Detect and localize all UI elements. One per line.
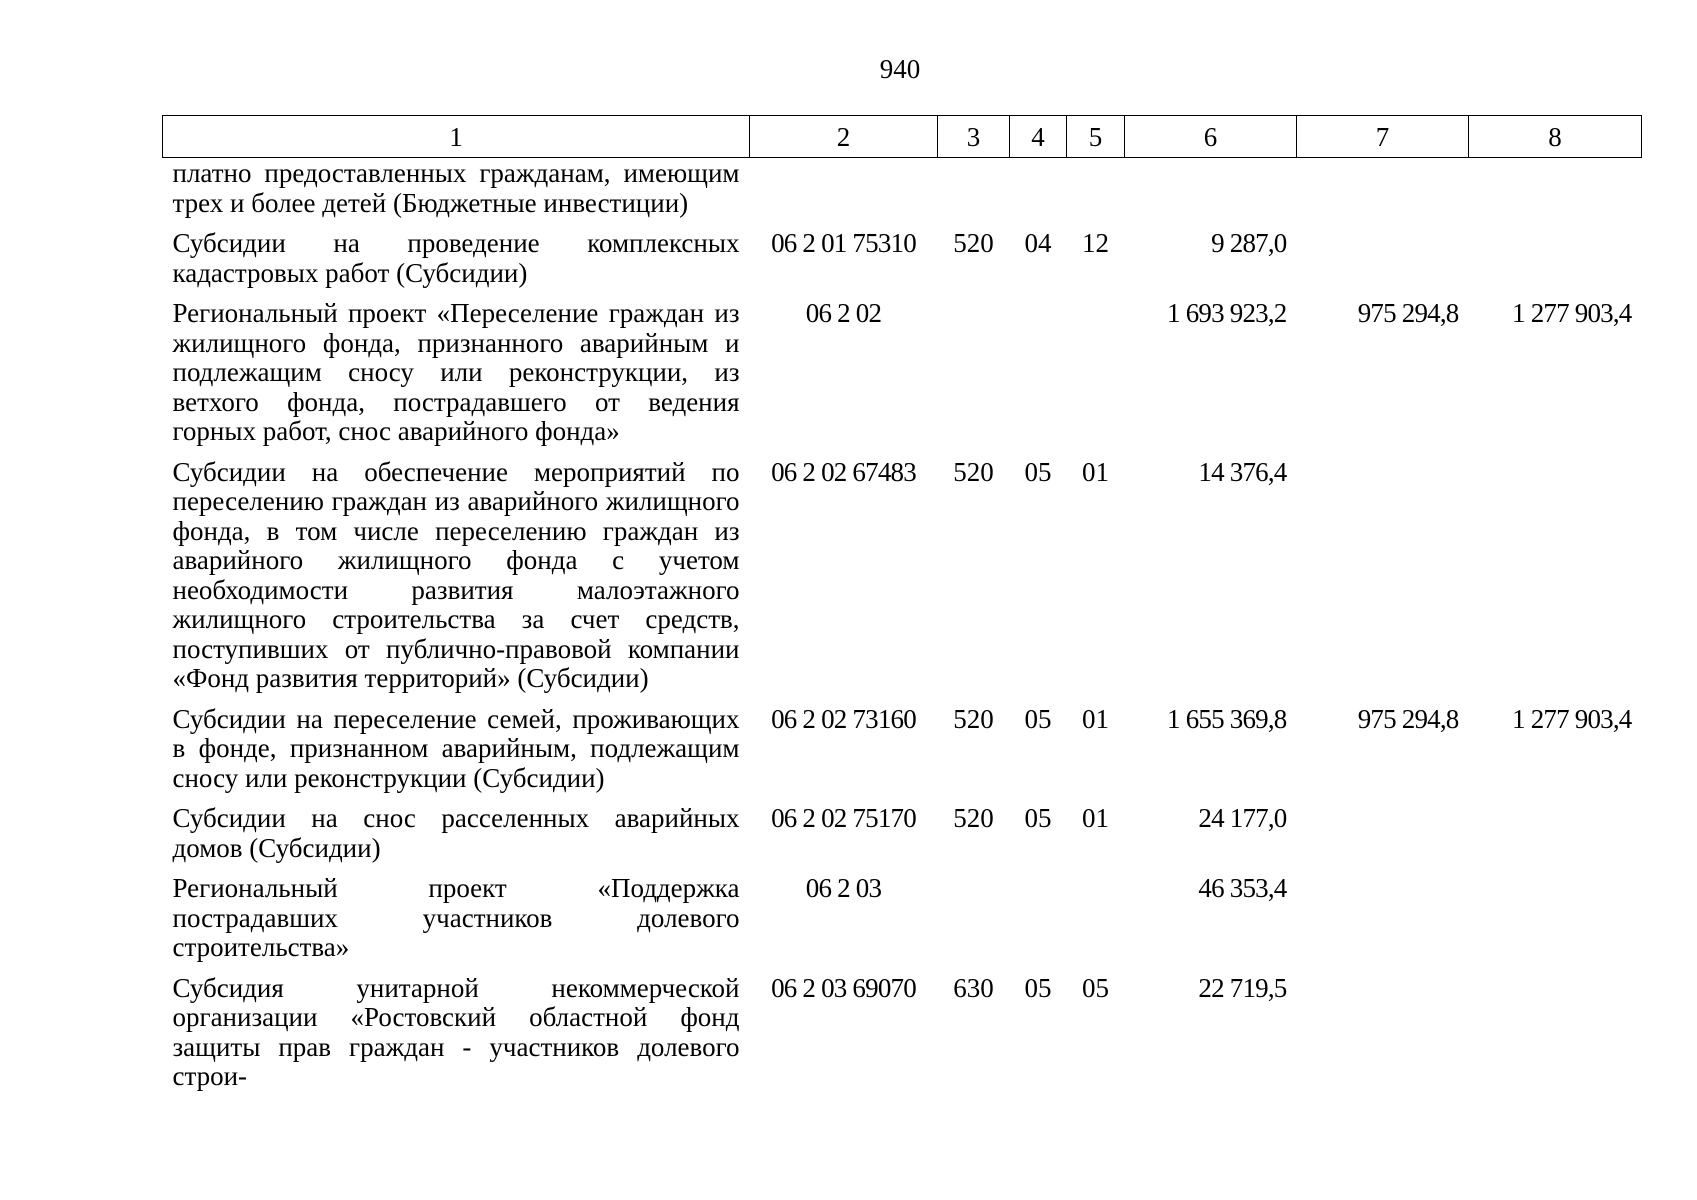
row-amount-col8 bbox=[1469, 804, 1642, 874]
row-description: Региональный проект «Переселение граждан из жилищного фонда, признанного аварийным и подлежащим сносу или реконструкции, из ветхого фонда, пострадавшего от ведения горных работ, снос аварийного фонда» bbox=[172, 298, 740, 446]
row-expense-type: 630 bbox=[953, 972, 994, 1003]
table-row bbox=[163, 158, 1642, 230]
table-row bbox=[163, 874, 1642, 974]
row-amount-col6: 1 693 923,2 bbox=[1167, 298, 1287, 328]
table-row bbox=[163, 299, 1642, 458]
table-row bbox=[163, 974, 1642, 1103]
row-section bbox=[1010, 158, 1067, 230]
row-subsection bbox=[1067, 299, 1125, 458]
row-target-code: 06 2 02 67483 bbox=[771, 456, 916, 487]
header-col-3: 3 bbox=[938, 116, 1010, 158]
row-description: Субсидия унитарной некоммерческой организации «Ростовский областной фонд защиты прав граждан - участников долевого строи- bbox=[172, 972, 740, 1091]
row-subsection bbox=[1067, 874, 1125, 974]
row-description: Региональный проект «Поддержка пострадавших участников долевого строительства» bbox=[172, 873, 740, 962]
row-expense-type bbox=[938, 158, 1010, 230]
table-row bbox=[163, 705, 1642, 805]
row-expense-type bbox=[938, 299, 1010, 458]
row-description: Субсидии на обеспечение мероприятий по переселению граждан из аварийного жилищного фонда, в том числе переселению граждан из аварийного жилищного фонда с учетом необходимости развития малоэтажного жилищного строительства за счет средств, поступивших от публично-правовой компании «Фонд развития территорий» (Субсидии) bbox=[172, 456, 740, 693]
row-expense-type bbox=[938, 874, 1010, 974]
row-description: Субсидии на снос расселенных аварийных домов (Субсидии) bbox=[172, 803, 740, 863]
row-amount-col8: 1 277 903,4 bbox=[1512, 703, 1632, 734]
row-amount-col7 bbox=[1297, 229, 1469, 299]
row-amount-col7 bbox=[1297, 974, 1469, 1103]
row-amount-col7: 975 294,8 bbox=[1357, 703, 1459, 734]
header-col-8: 8 bbox=[1469, 116, 1642, 158]
row-target-code: 06 2 03 69070 bbox=[771, 972, 916, 1003]
header-row bbox=[163, 116, 1642, 158]
row-section: 04 bbox=[1024, 228, 1052, 258]
header-col-5: 5 bbox=[1067, 116, 1125, 158]
row-amount-col6 bbox=[1125, 158, 1297, 230]
row-amount-col6: 22 719,5 bbox=[1198, 972, 1287, 1003]
row-amount-col8 bbox=[1469, 458, 1642, 705]
row-description: Субсидии на проведение комплексных кадастровых работ (Субсидии) bbox=[172, 228, 740, 288]
header-col-2: 2 bbox=[750, 116, 938, 158]
row-section bbox=[1010, 874, 1067, 974]
row-amount-col6: 1 655 369,8 bbox=[1167, 703, 1287, 734]
header-col-7: 7 bbox=[1297, 116, 1469, 158]
row-target-code: 06 2 02 75170 bbox=[771, 803, 916, 833]
header-col-4: 4 bbox=[1010, 116, 1067, 158]
row-amount-col8 bbox=[1469, 158, 1642, 230]
row-subsection: 01 bbox=[1082, 703, 1109, 734]
row-subsection: 12 bbox=[1082, 228, 1109, 258]
row-amount-col7 bbox=[1297, 804, 1469, 874]
table-row bbox=[163, 458, 1642, 705]
row-amount-col6: 46 353,4 bbox=[1198, 873, 1287, 903]
row-amount-col7 bbox=[1297, 458, 1469, 705]
row-amount-col7: 975 294,8 bbox=[1357, 298, 1459, 328]
row-expense-type: 520 bbox=[953, 803, 994, 833]
row-amount-col8 bbox=[1469, 874, 1642, 974]
row-amount-col7 bbox=[1297, 874, 1469, 974]
row-section: 05 bbox=[1024, 703, 1052, 734]
row-expense-type: 520 bbox=[953, 456, 994, 487]
row-amount-col8 bbox=[1469, 974, 1642, 1103]
row-amount-col7 bbox=[1297, 158, 1469, 230]
row-subsection: 05 bbox=[1082, 972, 1109, 1003]
row-target-code: 06 2 02 bbox=[805, 298, 882, 328]
row-subsection bbox=[1067, 158, 1125, 230]
row-amount-col8 bbox=[1469, 229, 1642, 299]
row-target-code: 06 2 03 bbox=[805, 873, 882, 903]
row-subsection: 01 bbox=[1082, 803, 1109, 833]
row-expense-type: 520 bbox=[953, 703, 994, 734]
row-amount-col6: 14 376,4 bbox=[1198, 456, 1287, 487]
table-row bbox=[163, 804, 1642, 874]
page-number: 940 bbox=[879, 54, 921, 84]
row-section: 05 bbox=[1024, 972, 1052, 1003]
row-expense-type: 520 bbox=[953, 228, 994, 258]
row-amount-col8: 1 277 903,4 bbox=[1512, 298, 1632, 328]
row-subsection: 01 bbox=[1082, 456, 1109, 487]
header-col-6: 6 bbox=[1125, 116, 1297, 158]
row-description: Субсидии на переселение семей, проживающих в фонде, признанном аварийным, подлежащим сносу или реконструкции (Субсидии) bbox=[172, 703, 740, 793]
row-target-code bbox=[750, 158, 938, 230]
budget-table bbox=[162, 115, 1642, 1103]
row-target-code: 06 2 01 75310 bbox=[771, 228, 916, 258]
row-amount-col6: 9 287,0 bbox=[1211, 228, 1287, 258]
row-section bbox=[1010, 299, 1067, 458]
row-description: платно предоставленных гражданам, имеющим трех и более детей (Бюджетные инвестиции) bbox=[172, 158, 740, 218]
row-section: 05 bbox=[1024, 456, 1052, 487]
table-row bbox=[163, 229, 1642, 299]
header-col-1: 1 bbox=[163, 116, 750, 158]
row-section: 05 bbox=[1024, 803, 1052, 833]
row-amount-col6: 24 177,0 bbox=[1198, 803, 1287, 833]
row-target-code: 06 2 02 73160 bbox=[771, 703, 916, 734]
